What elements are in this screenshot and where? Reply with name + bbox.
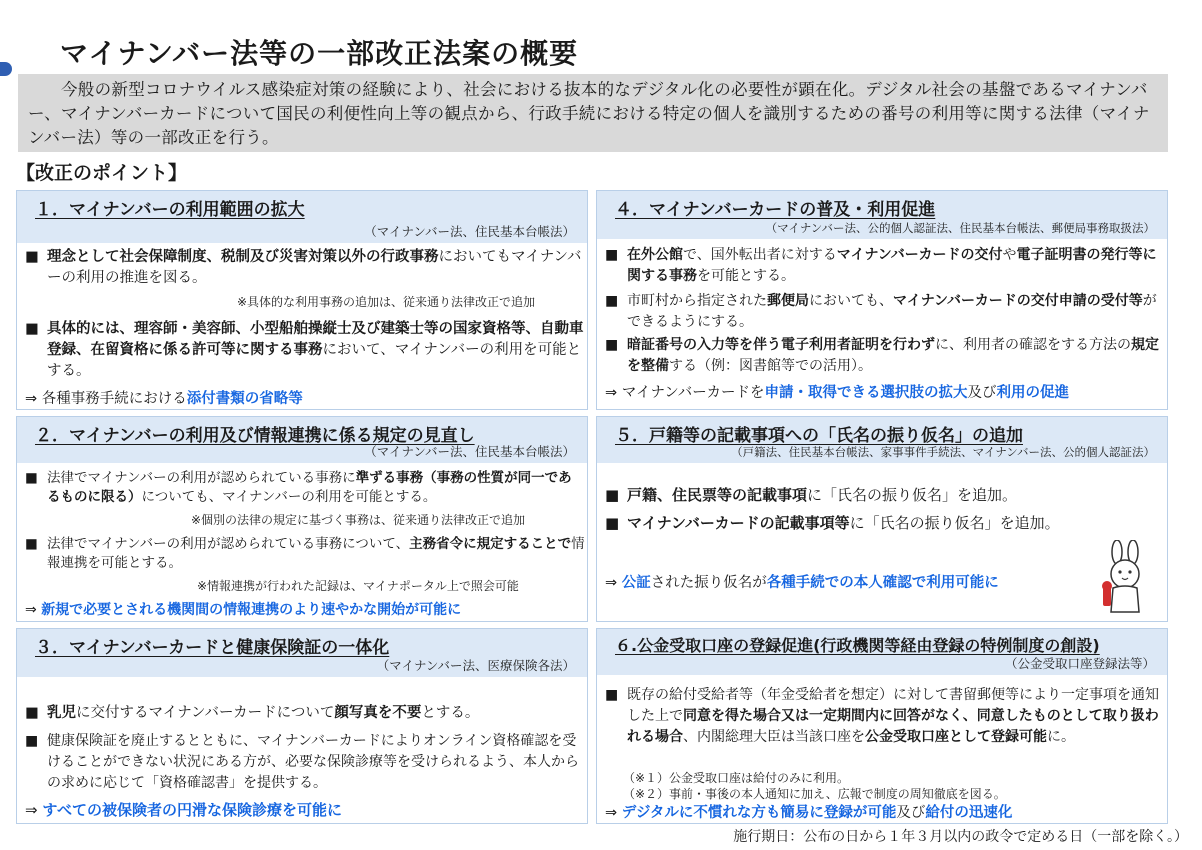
item-text: を可能とする。 xyxy=(697,268,795,284)
panel-2-title: ２．マイナンバーの利用及び情報連携に係る規定の見直し xyxy=(35,426,475,446)
panel-1-laws: （マイナンバー法、住民基本台帳法） xyxy=(364,224,575,239)
item-text: に交付するマイナンバーカードについて xyxy=(76,705,335,721)
panel-6-title: ６.公金受取口座の登録促進(行政機関等経由登録の特例制度の創設) xyxy=(615,636,1100,655)
panel-5-item-2 xyxy=(605,513,1165,534)
item-bold: 戸籍、住民票等の記載事項 xyxy=(627,486,808,504)
bullet-icon: ■ xyxy=(605,293,619,309)
result-highlight: 添付書類の省略等 xyxy=(186,391,303,407)
panel-3 xyxy=(16,628,588,824)
mascot-rabbit-icon xyxy=(1095,540,1155,618)
panel-4 xyxy=(596,190,1168,410)
result-highlight: すべての被保険者の円滑な保険診療を可能に xyxy=(42,801,343,819)
item-text: についても、マイナンバーの利用を可能とする。 xyxy=(141,489,437,505)
item-bold: 主務省令に規定することで xyxy=(409,536,572,552)
panel-3-title: ３．マイナンバーカードと健康保険証の一体化 xyxy=(35,638,390,658)
item-text: 既存の給付受給者等（年金受給者を想定）に対して書留郵便等により一定事項を通知した上で xyxy=(627,687,1159,724)
panel-6-result xyxy=(605,801,1012,822)
item-bold: 乳児 xyxy=(47,705,76,721)
result-highlight: デジタルに不慣れな方も簡易に登録が可能 xyxy=(621,805,897,821)
bullet-icon: ■ xyxy=(25,733,39,749)
bullet-icon: ■ xyxy=(25,249,39,265)
item-bold: マイナンバーカードの交付 xyxy=(836,247,1003,263)
item-bold: 準ずる事務（事務の性質が同一であるものに限る） xyxy=(47,470,572,505)
bullet-icon: ■ xyxy=(605,247,619,263)
item-text: ができるようにする。 xyxy=(627,293,1157,330)
item-bold: 郵便局 xyxy=(767,293,809,309)
bullet-icon: ■ xyxy=(25,321,39,337)
panel-2 xyxy=(16,416,588,622)
item-text: する（例：図書館等での活用）。 xyxy=(669,358,872,374)
panel-5-result xyxy=(605,571,999,592)
arrow-icon: ⇒ xyxy=(25,391,38,407)
item-text: 法律でマイナンバーの利用が認められている事務について、 xyxy=(47,536,410,552)
item-bold: 在外公館 xyxy=(627,247,683,263)
item-bold: 顔写真を不要 xyxy=(334,705,422,721)
item-text: 市町村から指定された xyxy=(627,293,767,309)
effective-date-note: 施行期日：公布の日から１年３月以内の政令で定める日（一部を除く。） xyxy=(733,829,1188,845)
panel-3-result xyxy=(25,799,342,820)
arrow-icon: ⇒ xyxy=(605,575,618,591)
page-title: マイナンバー法等の一部改正法案の概要 xyxy=(60,37,579,70)
panel-6-header xyxy=(597,629,1167,675)
item-text: に、利用者の確認をする方法の xyxy=(935,337,1131,353)
intro-text: 今般の新型コロナウイルス感染症対策の経験により、社会における抜本的なデジタル化の必要性が顕在化。デジタル社会の基盤であるマイナンバー、マイナンバーカードについて国民の利便性向上等の観点から、行政手続における特定の個人を識別するための番号の利用等に関する法律（マイナンバー法）等の一部改正を行う。 xyxy=(18,74,1168,152)
panel-4-title: ４．マイナンバーカードの普及・利用促進 xyxy=(615,200,936,220)
result-text: マイナンバーカードを xyxy=(621,385,765,401)
panel-1-result xyxy=(25,387,303,408)
bullet-icon: ■ xyxy=(605,337,619,353)
panel-4-item-2 xyxy=(605,291,1165,333)
panel-5-item-1 xyxy=(605,485,1165,506)
bullet-icon: ■ xyxy=(25,470,38,486)
panel-6-note-1: （※１）公金受取口座は給付のみに利用。 xyxy=(623,771,850,785)
panel-5-laws: （戸籍法、住民基本台帳法、家事事件手続法、マイナンバー法、公的個人認証法） xyxy=(731,445,1155,459)
arrow-icon: ⇒ xyxy=(25,801,38,819)
panel-4-item-3 xyxy=(605,335,1165,377)
arrow-icon: ⇒ xyxy=(25,602,37,618)
item-bold: マイナンバーカードの交付申請の受付等 xyxy=(893,293,1143,309)
item-bold: 規定を整備 xyxy=(627,337,1159,374)
result-highlight: 各種手続での本人確認で利用可能に xyxy=(766,575,999,591)
item-bold: 公金受取口座として登録可能 xyxy=(865,729,1047,745)
panel-3-header xyxy=(17,629,587,677)
item-text: 法律でマイナンバーの利用が認められている事務に xyxy=(47,470,356,486)
bullet-icon: ■ xyxy=(605,687,619,703)
panel-1-item-1 xyxy=(25,247,585,289)
item-text: に「氏名の振り仮名」を追加。 xyxy=(807,486,1018,504)
panel-4-laws: （マイナンバー法、公的個人認証法、住民基本台帳法、郵便局事務取扱法） xyxy=(765,221,1155,235)
item-text: に。 xyxy=(1047,729,1075,745)
panel-6-item-1 xyxy=(605,685,1165,748)
item-bold: 電子証明書の発行等に関する事務 xyxy=(627,247,1157,284)
panel-2-result xyxy=(25,599,461,619)
item-text: においてもマイナンバーの利用の推進を図る。 xyxy=(47,249,582,286)
panel-6-laws: （公金受取口座登録法等） xyxy=(1004,656,1155,671)
result-text: 及び xyxy=(967,385,997,401)
item-bold: 暗証番号の入力等を伴う電子利用者証明を行わず xyxy=(627,337,935,353)
item-bold: マイナンバーカードの記載事項等 xyxy=(627,514,850,532)
result-highlight: 公証 xyxy=(621,575,651,591)
panel-6-note-2: （※２）事前・事後の本人通知に加え、広報で制度の周知徹底を図る。 xyxy=(623,787,1006,801)
item-text: 情報連携を可能とする。 xyxy=(47,536,585,571)
panel-2-item-2 xyxy=(25,535,585,573)
item-text: 、内閣総理大臣は当該口座を xyxy=(683,729,865,745)
bullet-icon: ■ xyxy=(605,486,620,504)
item-text: 健康保険証を廃止するとともに、マイナンバーカードによりオンライン資格確認を受けることができない状況にある方が、必要な保険診療等を受けられるよう、本人からの求めに応じて「資格確認書」を提供する。 xyxy=(47,733,579,791)
item-text: や xyxy=(1002,247,1017,263)
result-text: 各種事務手続における xyxy=(41,391,187,407)
item-text: で、国外転出者に対する xyxy=(683,247,837,263)
result-highlight: 新規で必要とされる機関間の情報連携のより速やかな開始が可能に xyxy=(41,602,462,618)
item-bold: 具体的には、理容師・美容師、小型船舶操縦士及び建築士等の国家資格等、自動車登録、在留資格に係る許可等に関する事務 xyxy=(47,321,584,358)
bullet-icon: ■ xyxy=(605,514,620,532)
arrow-icon: ⇒ xyxy=(605,385,618,401)
panel-4-header xyxy=(597,191,1167,239)
panel-2-note-1: ※個別の法律の規定に基づく事務は、従来通り法律改正で追加 xyxy=(191,513,526,527)
result-text: 及び xyxy=(896,805,926,821)
item-text: とする。 xyxy=(421,705,480,721)
arrow-icon: ⇒ xyxy=(605,805,618,821)
item-text: において、マイナンバーの利用を可能とする。 xyxy=(47,342,582,379)
panel-2-note-2: ※情報連携が行われた記録は、マイナポータル上で照会可能 xyxy=(197,579,519,593)
bullet-icon: ■ xyxy=(25,536,38,552)
result-highlight: 申請・取得できる選択肢の拡大 xyxy=(764,385,968,401)
panel-3-item-1 xyxy=(25,703,585,724)
result-text: された振り仮名が xyxy=(650,575,767,591)
panel-1-note-1: ※具体的な利用事務の追加は、従来通り法律改正で追加 xyxy=(237,295,536,309)
panel-3-laws: （マイナンバー法、医療保険各法） xyxy=(376,658,575,673)
panel-5 xyxy=(596,416,1168,622)
panel-1-title: １．マイナンバーの利用範囲の拡大 xyxy=(35,200,305,220)
panel-1-item-2 xyxy=(25,319,585,382)
panel-5-title: ５．戸籍等の記載事項への「氏名の振り仮名」の追加 xyxy=(615,426,1023,446)
panel-4-result xyxy=(605,381,1069,402)
panel-6 xyxy=(596,628,1168,824)
item-bold: 同意を得た場合又は一定期間内に回答がなく、同意したものとして取り扱われる場合 xyxy=(627,708,1159,745)
panel-4-item-1 xyxy=(605,245,1165,287)
panel-2-item-1 xyxy=(25,469,585,507)
result-highlight: 給付の迅速化 xyxy=(925,805,1013,821)
panel-1-header xyxy=(17,191,587,243)
bullet-icon: ■ xyxy=(25,705,39,721)
panel-2-header xyxy=(17,417,587,463)
points-heading: 【改正のポイント】 xyxy=(16,162,188,184)
item-text: に「氏名の振り仮名」を追加。 xyxy=(849,514,1060,532)
result-highlight: 利用の促進 xyxy=(996,385,1069,401)
panel-2-laws: （マイナンバー法、住民基本台帳法） xyxy=(364,444,575,459)
item-text: においても、 xyxy=(809,293,893,309)
item-bold: 理念として社会保障制度、税制及び災害対策以外の行政事務 xyxy=(47,249,439,265)
accent-tab xyxy=(0,62,12,76)
panel-5-header xyxy=(597,417,1167,463)
panel-3-item-2 xyxy=(25,731,585,794)
panel-1 xyxy=(16,190,588,410)
